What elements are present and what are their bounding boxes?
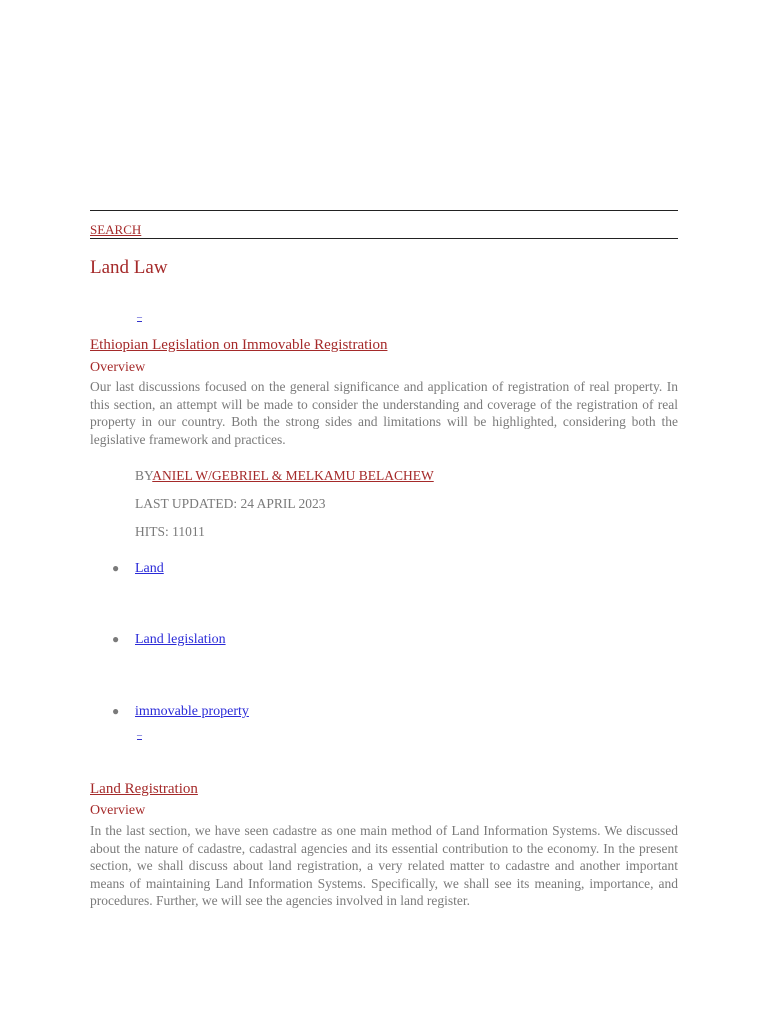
tag-link-land[interactable]: Land <box>135 561 164 576</box>
tag-link-immovable-property[interactable]: immovable property <box>135 704 249 719</box>
last-updated: LAST UPDATED: 24 APRIL 2023 <box>135 496 326 511</box>
small-link[interactable]: – <box>137 312 142 323</box>
overview-heading: Overview <box>90 803 146 818</box>
article-summary: In the last section, we have seen cadastre as one main method of Land Information Systems. We discussed about the nature of cadastre, cadastral agencies and its essential contribution to the economy. In the present section, we shall discuss about land registration, a very related matter to cadastre and another important means of maintaining Land Information Systems. Specifically, we shall see its meaning, importance, and procedures. Further, we will see the agencies involved in land register. <box>90 823 678 908</box>
author-line <box>135 468 434 484</box>
bullet-icon: ● <box>112 704 120 718</box>
article-summary: Our last discussions focused on the general significance and application of registration of real property. In this section, an attempt will be made to consider the understanding and coverage of the registration of real property in our country. Both the strong sides and limitations will be highlighted, considering both the legislative framework and practices. <box>90 379 678 447</box>
bullet-icon: ● <box>112 561 120 575</box>
tag-item <box>112 561 164 577</box>
tag-item <box>112 704 249 720</box>
tag-item <box>112 632 226 648</box>
page-title: Land Law <box>90 257 168 278</box>
article-title[interactable]: Land Registration <box>90 781 198 797</box>
search-link[interactable]: SEARCH <box>90 222 142 237</box>
tag-link-land-legislation[interactable]: Land legislation <box>135 632 226 647</box>
small-link[interactable]: – <box>137 730 142 741</box>
search-divider <box>90 238 678 239</box>
bullet-icon: ● <box>112 632 120 646</box>
article-title[interactable]: Ethiopian Legislation on Immovable Registration <box>90 337 388 353</box>
hits-count: HITS: 11011 <box>135 524 205 539</box>
by-prefix: BY <box>135 468 153 483</box>
overview-heading: Overview <box>90 360 146 375</box>
author-link[interactable]: ANIEL W/GEBRIEL & MELKAMU BELACHEW <box>152 468 434 483</box>
top-divider <box>90 210 678 211</box>
